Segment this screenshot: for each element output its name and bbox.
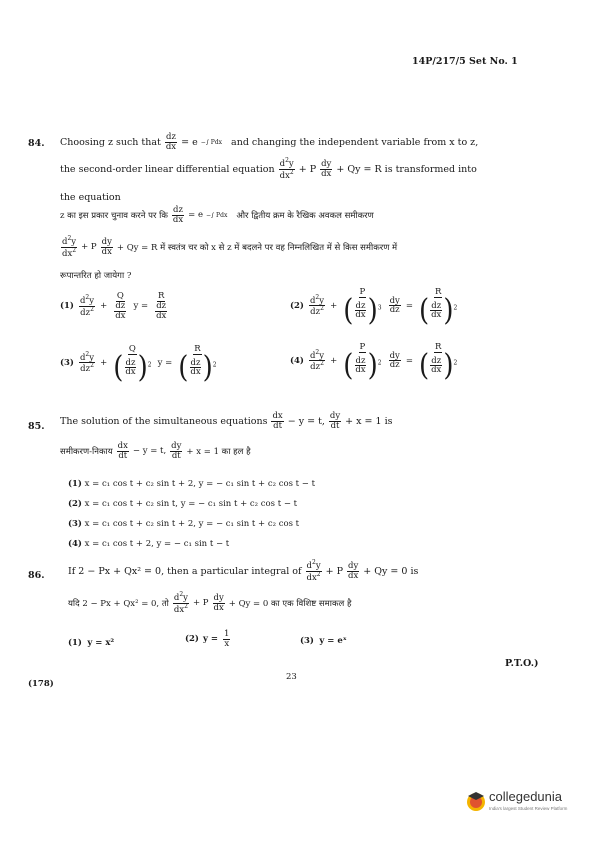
q84-text: the equation: [60, 192, 121, 203]
graduation-cap-icon: [466, 790, 486, 812]
q84-text: z का इस प्रकार चुनाव करने पर कि: [60, 210, 168, 221]
q84-text: Choosing z such that: [60, 136, 161, 148]
math-text: − y = t,: [287, 415, 325, 427]
q85-option-3: (3) x = c₁ cos t + c₂ sin t + 2, y = − c₁ sin t + c₂ cos t: [68, 519, 300, 529]
math-text: = e: [188, 210, 203, 221]
option-label: (3): [60, 357, 74, 368]
math-fraction: [165, 133, 177, 152]
q85-text: The solution of the simultaneous equations: [60, 415, 268, 427]
math-text: − y = t,: [132, 446, 167, 457]
math-text: + P: [192, 598, 209, 609]
q84-option-1: (1) $\frac{d^2y}{dz^2}$ + $\frac{Q}{\frac{dz}{dx}}$ y = $\frac{R}{\frac{dz}{dx}}$: [60, 291, 167, 321]
paper-code: 14P/217/5 Set No. 1: [412, 56, 518, 67]
q85-option-4: (4) x = c₁ cos t + 2, y = − c₁ sin t − t: [68, 539, 230, 549]
q84-text: + Qy = R में स्वतंत्र चर को x से z में बदलने पर वह निम्नलिखित में से किस समीकरण में: [116, 242, 398, 253]
question-number: 84.: [28, 138, 45, 149]
q85-text: + x = 1 का हल है: [186, 446, 251, 457]
option-label: (2): [290, 300, 304, 311]
math-fraction: $\frac{d^2y}{dx^2}$: [62, 235, 77, 259]
q84-hi-line2: $\frac{d^2y}{dx^2}$ + P $\frac{dy}{dx}$ + Qy = R में स्वतंत्र चर को x से z में बदलने पर वह निम्नलिखित में से किस समीकरण में: [62, 235, 398, 259]
math-text: + Qy = 0 is: [363, 565, 419, 577]
math-exponent: −∫ Pdx: [206, 211, 228, 219]
q84-option-4: (4) $\frac{d^2y}{dz^2}$ + P ( $\frac{dz}{dx}$ ) $^2$ $\frac{dy}{dz}$ = R ( $\frac{dz}{dx}$ ) $^2$: [290, 342, 458, 384]
math-text: = e: [181, 136, 198, 148]
q85-text: समीकरण-निकाय: [60, 446, 113, 457]
pto-label: P.T.O.): [505, 658, 539, 669]
question-number: 86.: [28, 570, 45, 581]
q86-option-3: (3) y = eˣ: [300, 636, 347, 646]
page-number: 23: [286, 672, 297, 682]
q86-text: + Qy = 0 का एक विशिष्ट समाकल है: [228, 598, 352, 609]
q84-text: रूपान्तरित हो जायेगा ?: [60, 271, 132, 281]
q85-en-line: The solution of the simultaneous equations $\frac{dx}{dt}$ − y = t, $\frac{dy}{dt}$ + x = 1 is: [60, 411, 393, 431]
q85-hi-line: समीकरण-निकाय $\frac{dx}{dt}$ − y = t, $\frac{dy}{dt}$ + x = 1 का हल है: [60, 441, 251, 461]
math-fraction: $\frac{d^2y}{dx^2}$: [279, 157, 294, 181]
q85-option-1: (1) x = c₁ cos t + c₂ sin t + 2, y = − c₁ sin t + c₂ cos t − t: [68, 479, 316, 489]
q86-text: यदि 2 − Px + Qx² = 0, तो: [68, 598, 169, 609]
brand-tagline: India's largest Student Review Platform: [489, 806, 568, 811]
q84-hi-line1: [60, 206, 374, 225]
footer-code: (178): [28, 679, 54, 689]
q84-en-line2: [60, 158, 477, 181]
question-number: 85.: [28, 421, 45, 432]
math-text: + P: [325, 565, 343, 577]
q86-text: If 2 − Px + Qx² = 0, then a particular integral of: [68, 565, 302, 577]
math-exponent: −∫ Pdx: [200, 138, 223, 146]
denominator: dx: [165, 141, 177, 152]
q84-text: the second-order linear differential equation: [60, 163, 275, 175]
math-fraction: $\frac{dy}{dx}$: [321, 158, 332, 179]
q84-en-line1: [60, 133, 478, 152]
math-fraction: $\frac{dy}{dx}$: [101, 236, 112, 257]
q86-hi-line: यदि 2 − Px + Qx² = 0, तो $\frac{d^2y}{dx^2}$ + P $\frac{dy}{dx}$ + Qy = 0 का एक विशिष्ट समाकल है: [68, 591, 352, 615]
q85-option-2: (2) x = c₁ cos t + c₂ sin t, y = − c₁ sin t + c₂ cos t − t: [68, 499, 298, 509]
q84-text: + Qy = R is transformed into: [336, 163, 477, 175]
math-text: + P: [298, 163, 317, 175]
math-fraction: $\frac{dz}{dx}$: [172, 205, 184, 225]
q86-option-1: (1) y = x²: [68, 638, 115, 648]
q84-text: and changing the independent variable from x to z,: [231, 136, 479, 148]
q84-option-2: (2) $\frac{d^2y}{dz^2}$ + P ( $\frac{dz}{dx}$ ) $^3$ $\frac{dy}{dz}$ = R ( $\frac{dz}{dx}$ ) $^2$: [290, 287, 458, 329]
q84-text: और द्वितीय क्रम के रैखिक अवकल समीकरण: [236, 210, 374, 221]
q86-en-line: If 2 − Px + Qx² = 0, then a particular integral of $\frac{d^2y}{dx^2}$ + P $\frac{dy}{dx}$ + Qy = 0 is: [68, 559, 419, 583]
math-text: + x = 1 is: [345, 415, 393, 427]
option-label: (1): [60, 301, 74, 312]
q84-option-3: (3) $\frac{d^2y}{dz^2}$ + Q ( $\frac{dz}{dx}$ ) $^2$ y = R ( $\frac{dz}{dx}$ ) $^2$: [60, 344, 217, 386]
brand-logo: [466, 787, 576, 817]
q86-option-2: (2) y = $\frac{1}{x}$: [185, 629, 230, 649]
brand-name: collegedunia: [489, 789, 563, 804]
option-label: (4): [290, 355, 304, 366]
numerator: dz: [166, 132, 176, 142]
